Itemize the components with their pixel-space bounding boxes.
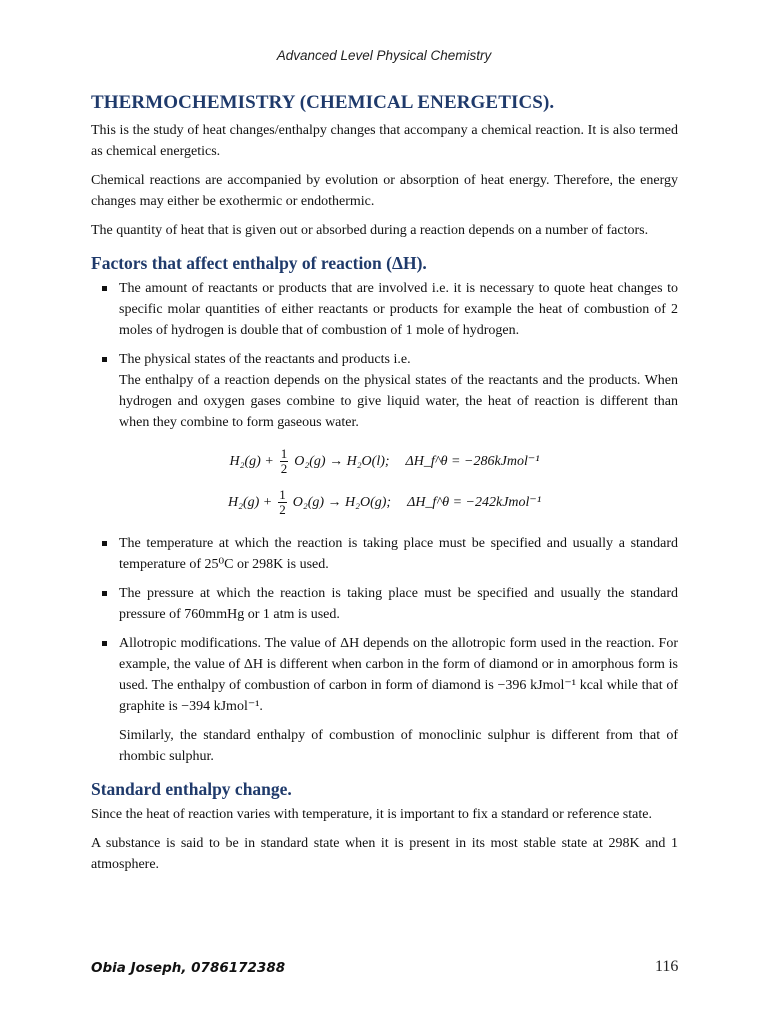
standard-paragraph: Since the heat of reaction varies with temperature, it is important to fix a standard or reference state.	[91, 807, 652, 822]
page-content	[91, 92, 678, 883]
factor-item	[119, 349, 678, 433]
states-detail: The enthalpy of a reaction depends on the physical states of the reactants and the products. When hydrogen and oxygen gases combine to give liquid water, the heat of reaction is different than when they combine to form gaseous water.	[119, 373, 678, 430]
intro-paragraph: The quantity of heat that is given out or absorbed during a reaction depends on a number of factors.	[91, 223, 649, 238]
factor-item: The temperature at which the reaction is taking place must be specified and usually a standard temperature of 25⁰C or 298K is used.	[119, 533, 678, 575]
factors-list-continued	[91, 533, 678, 717]
fraction-numerator: 1	[279, 487, 286, 502]
factor-item-text: The physical states of the reactants and products i.e.	[119, 352, 411, 367]
footer-author: Obia Joseph, 0786172388	[91, 960, 286, 976]
standard-heading: Standard enthalpy change.	[91, 779, 292, 799]
running-header: Advanced Level Physical Chemistry	[276, 48, 492, 63]
page-number: 116	[655, 958, 679, 975]
equation-gaseous-water	[91, 488, 678, 517]
intro-paragraph: Chemical reactions are accompanied by evolution or absorption of heat energy. Therefore, the energy changes may either be exothermic or endothermic.	[91, 173, 678, 209]
sulphur-note: Similarly, the standard enthalpy of combustion of monoclinic sulphur is different from that of rhombic sulphur.	[119, 728, 678, 764]
fraction-denominator: 2	[279, 502, 286, 517]
fraction-denominator: 2	[280, 461, 288, 476]
factors-list	[91, 278, 678, 433]
equation-left: H₂(g) +	[227, 494, 273, 510]
factors-heading: Factors that affect enthalpy of reaction (ΔH).	[91, 253, 427, 273]
factor-item: The amount of reactants or products that are involved i.e. it is necessary to quote heat changes to specific molar quantities of either reactants or products for example the heat of combustion of 2 moles of hydrogen is double that of combustion of 1 mole of hydrogen.	[119, 278, 678, 341]
equation-left: H₂(g) +	[229, 453, 274, 469]
factor-item: Allotropic modifications. The value of ΔH depends on the allotropic form used in the reaction. For example, the value of ΔH is different when carbon in the form of diamond or in amorphous form is used. The enthalpy of combustion of carbon in form of diamond is −396 kJmol⁻¹ kcal while that of graphite is −394 kJmol⁻¹.	[119, 633, 678, 717]
standard-paragraph: A substance is said to be in standard state when it is present in its most stable state at 298K and 1 atmosphere.	[91, 836, 678, 872]
fraction-numerator: 1	[280, 446, 288, 461]
fraction	[280, 447, 289, 476]
factor-item: The pressure at which the reaction is taking place must be specified and usually the standard pressure of 760mmHg or 1 atm is used.	[119, 583, 678, 625]
equation-liquid-water	[91, 447, 678, 476]
intro-paragraph: This is the study of heat changes/enthalpy changes that accompany a chemical reaction. It is also termed as chemical energetics.	[91, 123, 678, 159]
fraction	[278, 488, 287, 517]
equation-enthalpy: ΔH_f^θ = −286kJmol⁻¹	[405, 454, 540, 469]
page-title: THERMOCHEMISTRY (CHEMICAL ENERGETICS).	[91, 92, 555, 113]
equation-enthalpy: ΔH_f^θ = −242kJmol⁻¹	[407, 495, 542, 510]
equation-right: O₂(g) → H₂O(l);	[294, 453, 390, 469]
equation-right: O₂(g) → H₂O(g);	[292, 494, 392, 510]
